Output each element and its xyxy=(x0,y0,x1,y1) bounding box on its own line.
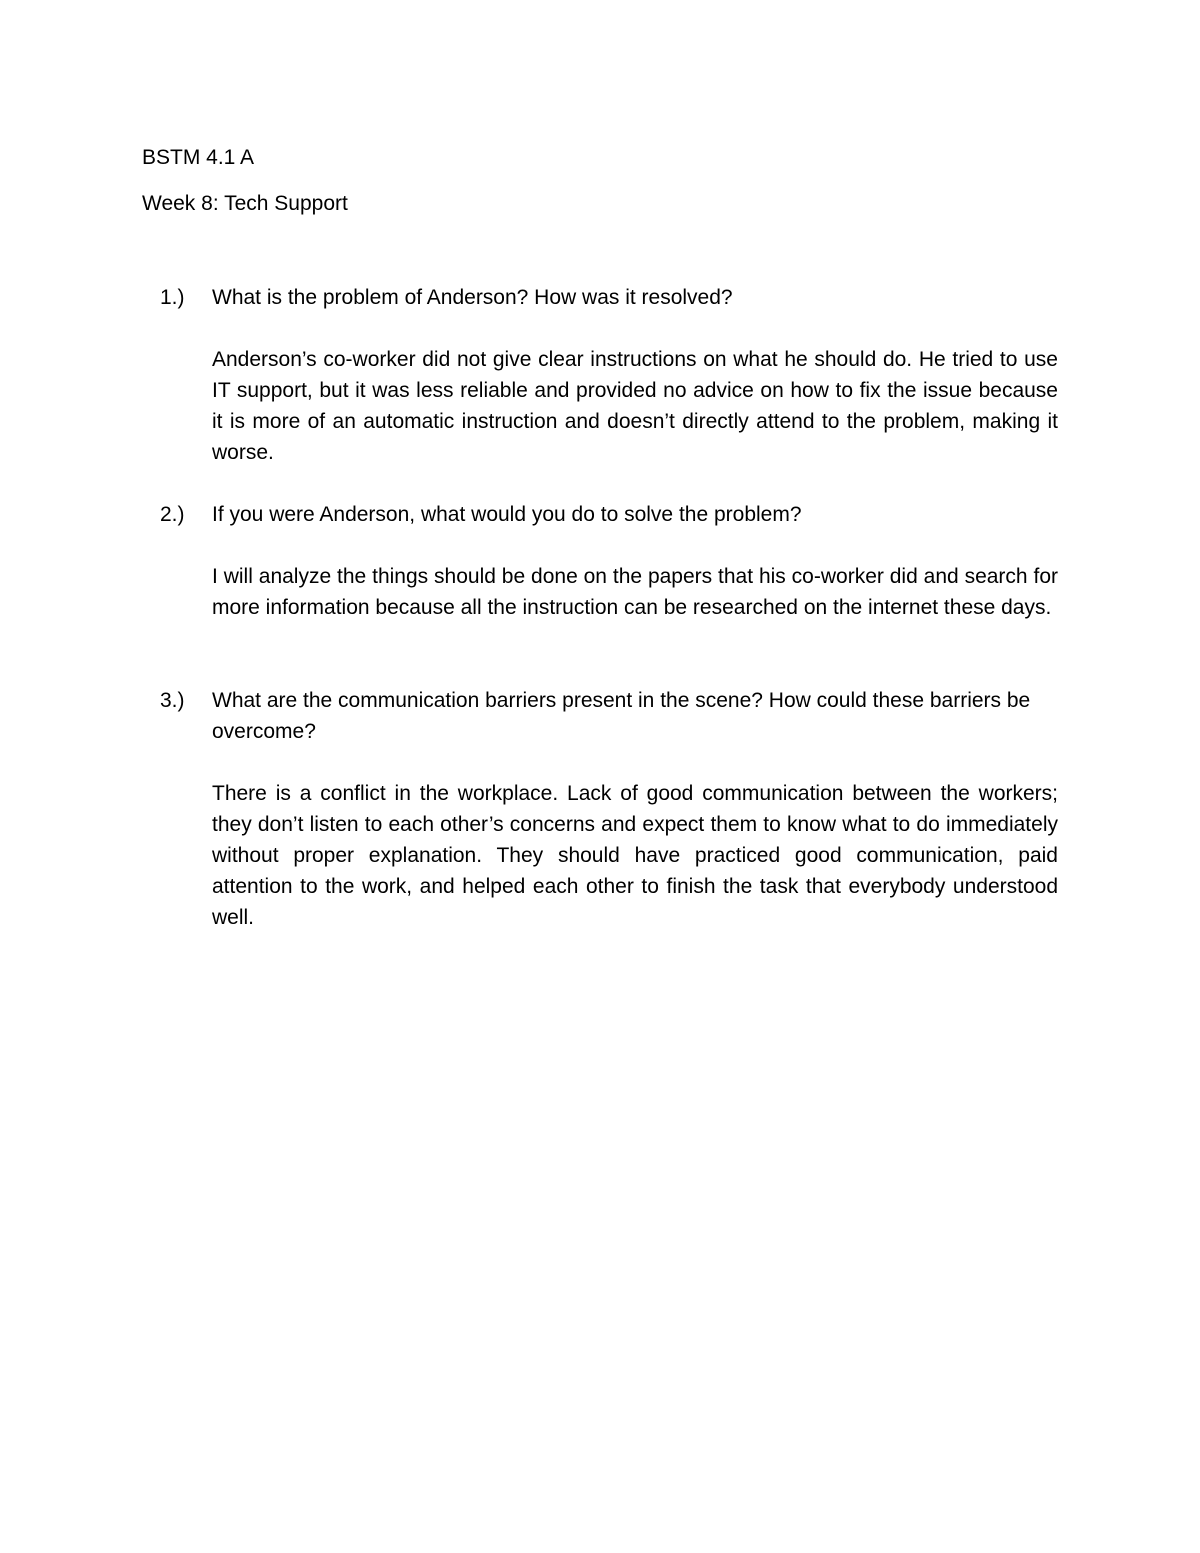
answer-text: There is a conflict in the workplace. Lack of good communication between the workers; they don’t listen to each other’s concerns and expect them to know what to do immediately without proper explanation. They should have practiced good communication, paid attention to the work, and helped each other to finish the task that everybody understood well. xyxy=(212,782,1058,929)
question-text: What is the problem of Anderson? How was it resolved? xyxy=(212,286,733,309)
question-item-3 xyxy=(160,685,1058,933)
question-item-2 xyxy=(160,499,1058,623)
answer-text: Anderson’s co-worker did not give clear instructions on what he should do. He tried to use IT support, but it was less reliable and provided no advice on how to fix the issue because it is more of an automatic instruction and doesn’t directly attend to the problem, making it worse. xyxy=(212,348,1058,464)
question-number: 2.) xyxy=(160,503,185,526)
week-title: Week 8: Tech Support xyxy=(142,192,348,215)
question-text: If you were Anderson, what would you do to solve the problem? xyxy=(212,503,802,526)
course-code: BSTM 4.1 A xyxy=(142,146,255,169)
question-number: 1.) xyxy=(160,286,185,309)
question-number: 3.) xyxy=(160,689,185,712)
question-text: What are the communication barriers present in the scene? How could these barriers be overcome? xyxy=(212,689,1031,743)
answer-text: I will analyze the things should be done on the papers that his co-worker did and search for more information because all the instruction can be researched on the internet these days. xyxy=(212,565,1058,619)
question-item-1 xyxy=(160,282,1058,468)
